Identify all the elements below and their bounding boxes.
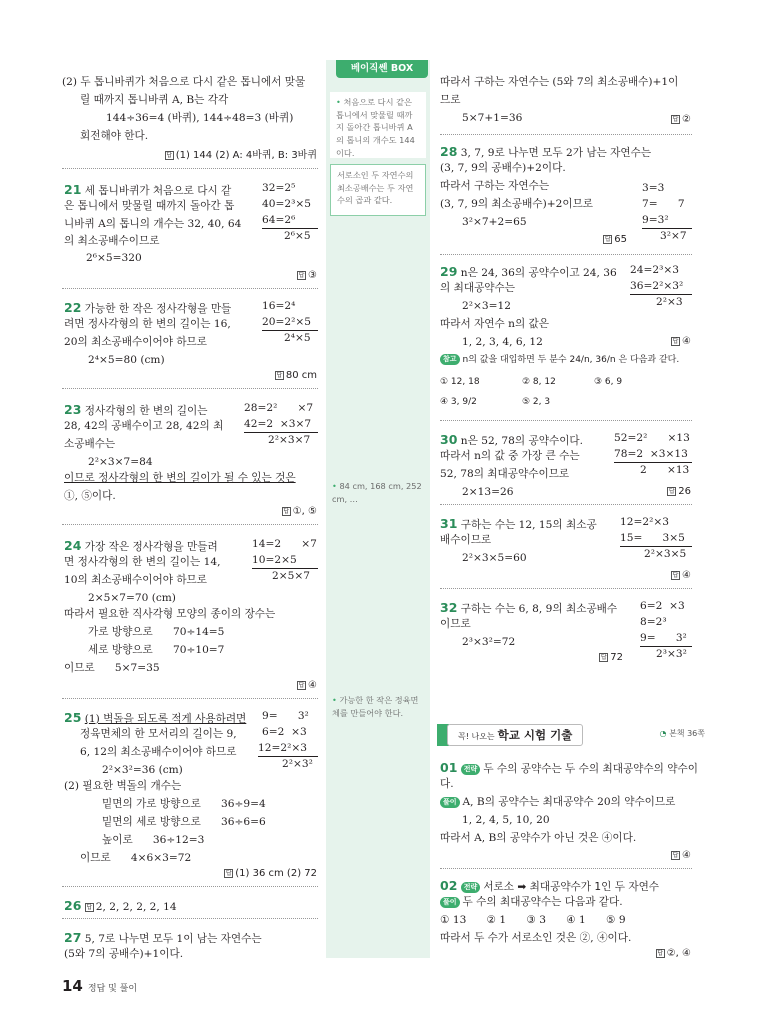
problem-26: 26 답 2, 2, 2, 2, 2, 14 [64,898,177,913]
factorization: 2²×3² [282,758,313,770]
factorization: 3=3 [642,182,665,194]
solution-line: 려면 정사각형의 한 변의 길이는 16, [64,318,231,330]
solution-line: (2) 두 톱니바퀴가 처음으로 다시 같은 톱니에서 맞물 [62,76,306,88]
factorization: 6=2 ×3 [262,726,307,738]
section-header [437,724,705,748]
solution-line: 풀이 A, B의 공약수는 최대공약수 20의 약수이므로 [440,794,675,810]
factorization: 14=2 ×7 [252,538,317,550]
solution-line: (3, 7, 9의 최소공배수)+2이므로 [440,198,594,210]
solution-line: 회전해야 한다. [80,130,149,142]
solution-line: (2) 필요한 벽돌의 개수는 [64,780,182,792]
factorization: 2³×3² [656,648,687,660]
solution-line: 따라서 구하는 자연수는 [440,180,550,192]
footer-label: 정답 및 풀이 [87,984,138,994]
section-ref: ◔ 본책 36쪽 [659,729,705,738]
solution-line: 따라서 구하는 자연수는 (5와 7의 최소공배수)+1이 [440,76,679,88]
solution-line: 이므로 [440,618,471,630]
answer: 답 ④ [672,570,691,581]
problem-24: 24 가장 작은 정사각형을 만들려 [64,538,218,553]
option: ② 8, 12 [522,377,556,387]
factorization: 20=2²×5 [262,316,311,328]
solution-line: 1, 2, 4, 5, 10, 20 [462,814,550,826]
solution-line: 소공배수는 [64,438,116,450]
factorization: 78=2 ×3×13 [614,448,688,460]
page-number: 14 [62,977,83,995]
solution-line: 은 톱니에서 맞물릴 때까지 돌아간 톱 [64,200,235,212]
tip-note: 참고 n의 값을 대입하면 두 분수 24/n, 36/n 은 다음과 같다. [440,354,679,368]
solution-line: 2²×3×5=60 [462,552,527,564]
solution-line: 따라서 자연수 n의 값은 [440,318,550,330]
option: ① 12, 18 [440,377,480,387]
solution-line: 이므로 정사각형의 한 변의 길이가 될 수 있는 것은 [64,472,296,484]
sidebar-note: • 84 cm, 168 cm, 252 cm, … [332,481,422,504]
answer: 답 80 cm [276,370,317,381]
answer: 답 72 [600,652,623,663]
answer: 답 ②, ④ [657,948,691,959]
question-01: 01 전략 두 수의 공약수는 두 수의 최대공약수의 약수이 [440,760,698,775]
answer: 답 26 [668,486,691,497]
solution-line: 따라서 필요한 직사각형 모양의 종이의 장수는 [64,608,276,620]
solution-line: 144÷36=4 (바퀴), 144÷48=3 (바퀴) [106,112,294,124]
solution-line: 높이로 36÷12=3 [102,834,205,846]
problem-28: 28 3, 7, 9로 나누면 모두 2가 남는 자연수는 [440,144,652,159]
problem-23: 23 정사각형의 한 변의 길이는 [64,402,208,417]
sidebar-note: 서로소인 두 자연수의 최소공배수는 두 자연수의 곱과 같다. [330,164,426,216]
answer: 답 ①, ⑤ [283,506,317,517]
solution-line: 므로 [440,94,461,106]
solution-line: ①, ⑤이다. [64,490,116,502]
answer: 답 ④ [298,680,317,691]
solution-line: 세로 방향으로 70÷10=7 [88,644,225,656]
factorization: 8=2³ [640,616,667,628]
answer: 답 ④ [672,850,691,861]
factorization: 6=2 ×3 [640,600,685,612]
factorization: 2²×3×7 [268,434,311,446]
problem-31: 31 구하는 수는 12, 15의 최소공 [440,516,597,531]
factorization: 36=2²×3² [630,280,684,292]
sidebar-box-title: 베이직쎈 BOX [336,60,428,78]
answer: 답 ④ [672,336,691,347]
solution-line: 따라서 두 수가 서로소인 것은 ②, ④이다. [440,932,632,944]
solution-line: 가로 방향으로 70÷14=5 [88,626,225,638]
sidebar-note: • 가능한 한 작은 정육면체를 만들어야 한다. [332,695,419,718]
factorization: 2²×3×5 [644,548,687,560]
solution-line: 정육면체의 한 모서리의 길이는 9, [80,728,237,740]
factorization: 2×5×7 [272,570,310,582]
factorization: 16=2⁴ [262,300,296,312]
divider [62,168,318,169]
factorization: 42=2 ×3×7 [244,418,312,430]
factorization: 3²×7 [660,230,687,242]
solution-line: 2⁴×5=80 (cm) [88,354,165,366]
factorization: 9= 3² [262,710,309,722]
solution-line: 릴 때까지 톱니바퀴 A, B는 각각 [80,94,229,106]
factorization: 2⁶×5 [284,230,311,242]
section-title: 꼭! 나오는 학교 시험 기출 [447,724,583,746]
solution-line: 28, 42의 공배수이고 28, 42의 최 [64,420,224,432]
solution-line: 2×5×7=70 (cm) [88,592,176,604]
answer: 답 (1) 144 (2) A: 4바퀴, B: 3바퀴 [166,150,317,161]
solution-line: (3, 7, 9의 공배수)+2이다. [440,162,566,174]
factorization: 64=2⁶ [262,214,296,226]
solution-line: 밑면의 세로 방향으로 36÷6=6 [102,816,266,828]
factorization: 2²×3 [656,296,683,308]
solution-line: 2²×3=12 [462,300,511,312]
answer: 답 (1) 36 cm (2) 72 [225,868,317,879]
solution-line: 다. [440,778,454,790]
answer: 답 65 [604,234,627,245]
solution-line: 의 최소공배수이므로 [64,235,160,247]
solution-line: 밑면의 가로 방향으로 36÷9=4 [102,798,266,810]
problem-30: 30 n은 52, 78의 공약수이다. [440,432,584,447]
factorization: 28=2² ×7 [244,402,314,414]
solution-line: 1, 2, 3, 4, 6, 12 [462,336,543,348]
problem-21: 21 세 톱니바퀴가 처음으로 다시 같 [64,182,232,197]
factorization: 15= 3×5 [620,532,685,544]
factorization: 40=2³×5 [262,198,311,210]
option: ④ 3, 9/2 [440,397,477,407]
solution-line: 5×7+1=36 [462,112,523,124]
factorization: 32=2⁵ [262,182,296,194]
factorization: 24=2³×3 [630,264,679,276]
solution-line: 52, 78의 최대공약수이므로 [440,468,570,480]
solution-line: 면 정사각형의 한 변의 길이는 14, [64,556,221,568]
factorization: 12=2²×3 [620,516,669,528]
solution-line: 3²×7+2=65 [462,216,527,228]
solution-line: 배수이므로 [440,534,492,546]
option: ③ 6, 9 [594,377,623,387]
factorization: 2⁴×5 [284,332,311,344]
question-02: 02 전략 서로소 ➡ 최대공약수가 1인 두 자연수 [440,878,660,893]
solution-line: 2²×3²=36 (cm) [102,764,183,776]
option: ⑤ 2, 3 [522,397,551,407]
problem-25: 25 (1) 벽돌을 되도록 적게 사용하려면 [64,710,247,725]
problem-29: 29 n은 24, 36의 공약수이고 24, 36 [440,264,617,279]
solution-line: 10의 최소공배수이어야 하므로 [64,574,208,586]
solution-line: 풀이 두 수의 최대공약수는 다음과 같다. [440,894,623,910]
solution-line: (5와 7의 공배수)+1이다. [64,948,184,960]
solution-line: 2²×3×7=84 [88,456,153,468]
solution-line: 따라서 A, B의 공약수가 아닌 것은 ④이다. [440,832,637,844]
solution-line: 20의 최소공배수이어야 하므로 [64,336,208,348]
problem-32: 32 구하는 수는 6, 8, 9의 최소공배수 [440,600,618,615]
factorization: 12=2²×3 [258,742,307,754]
solution-line: 2×13=26 [462,486,514,498]
solution-line: 의 최대공약수는 [440,282,516,294]
problem-22: 22 가능한 한 작은 정사각형을 만들 [64,300,232,315]
solution-line: 2³×3²=72 [462,636,516,648]
solution-line: 따라서 n의 값 중 가장 큰 수는 [440,450,580,462]
page-footer [62,975,137,998]
solution-line: 니바퀴 A의 톱니의 개수는 32, 40, 64 [64,218,242,230]
solution-line: ① 13 ② 1 ③ 3 ④ 1 ⑤ 9 [440,914,626,926]
solution-line: 이므로 5×7=35 [64,662,160,674]
solution-line: 이므로 4×6×3=72 [80,852,192,864]
answer: 답 ③ [298,270,317,281]
factorization: 10=2×5 [252,554,297,566]
sidebar-note: • 처음으로 다시 같은 톱니에서 맞물릴 때까지 돌아간 톱니바퀴 A의 톱니의 개수도 144이다. [330,92,426,158]
solution-line: 6, 12의 최소공배수이어야 하므로 [80,746,237,758]
solution-line: 2⁶×5=320 [86,252,142,264]
answer: 답 ② [672,114,691,125]
factorization: 9= 3² [640,632,687,644]
factorization: 52=2² ×13 [614,432,690,444]
problem-27: 27 5, 7로 나누면 모두 1이 남는 자연수는 [64,930,262,945]
factorization: 2 ×13 [640,464,690,476]
factorization: 9=3² [642,214,669,226]
factorization: 7= 7 [642,198,685,210]
